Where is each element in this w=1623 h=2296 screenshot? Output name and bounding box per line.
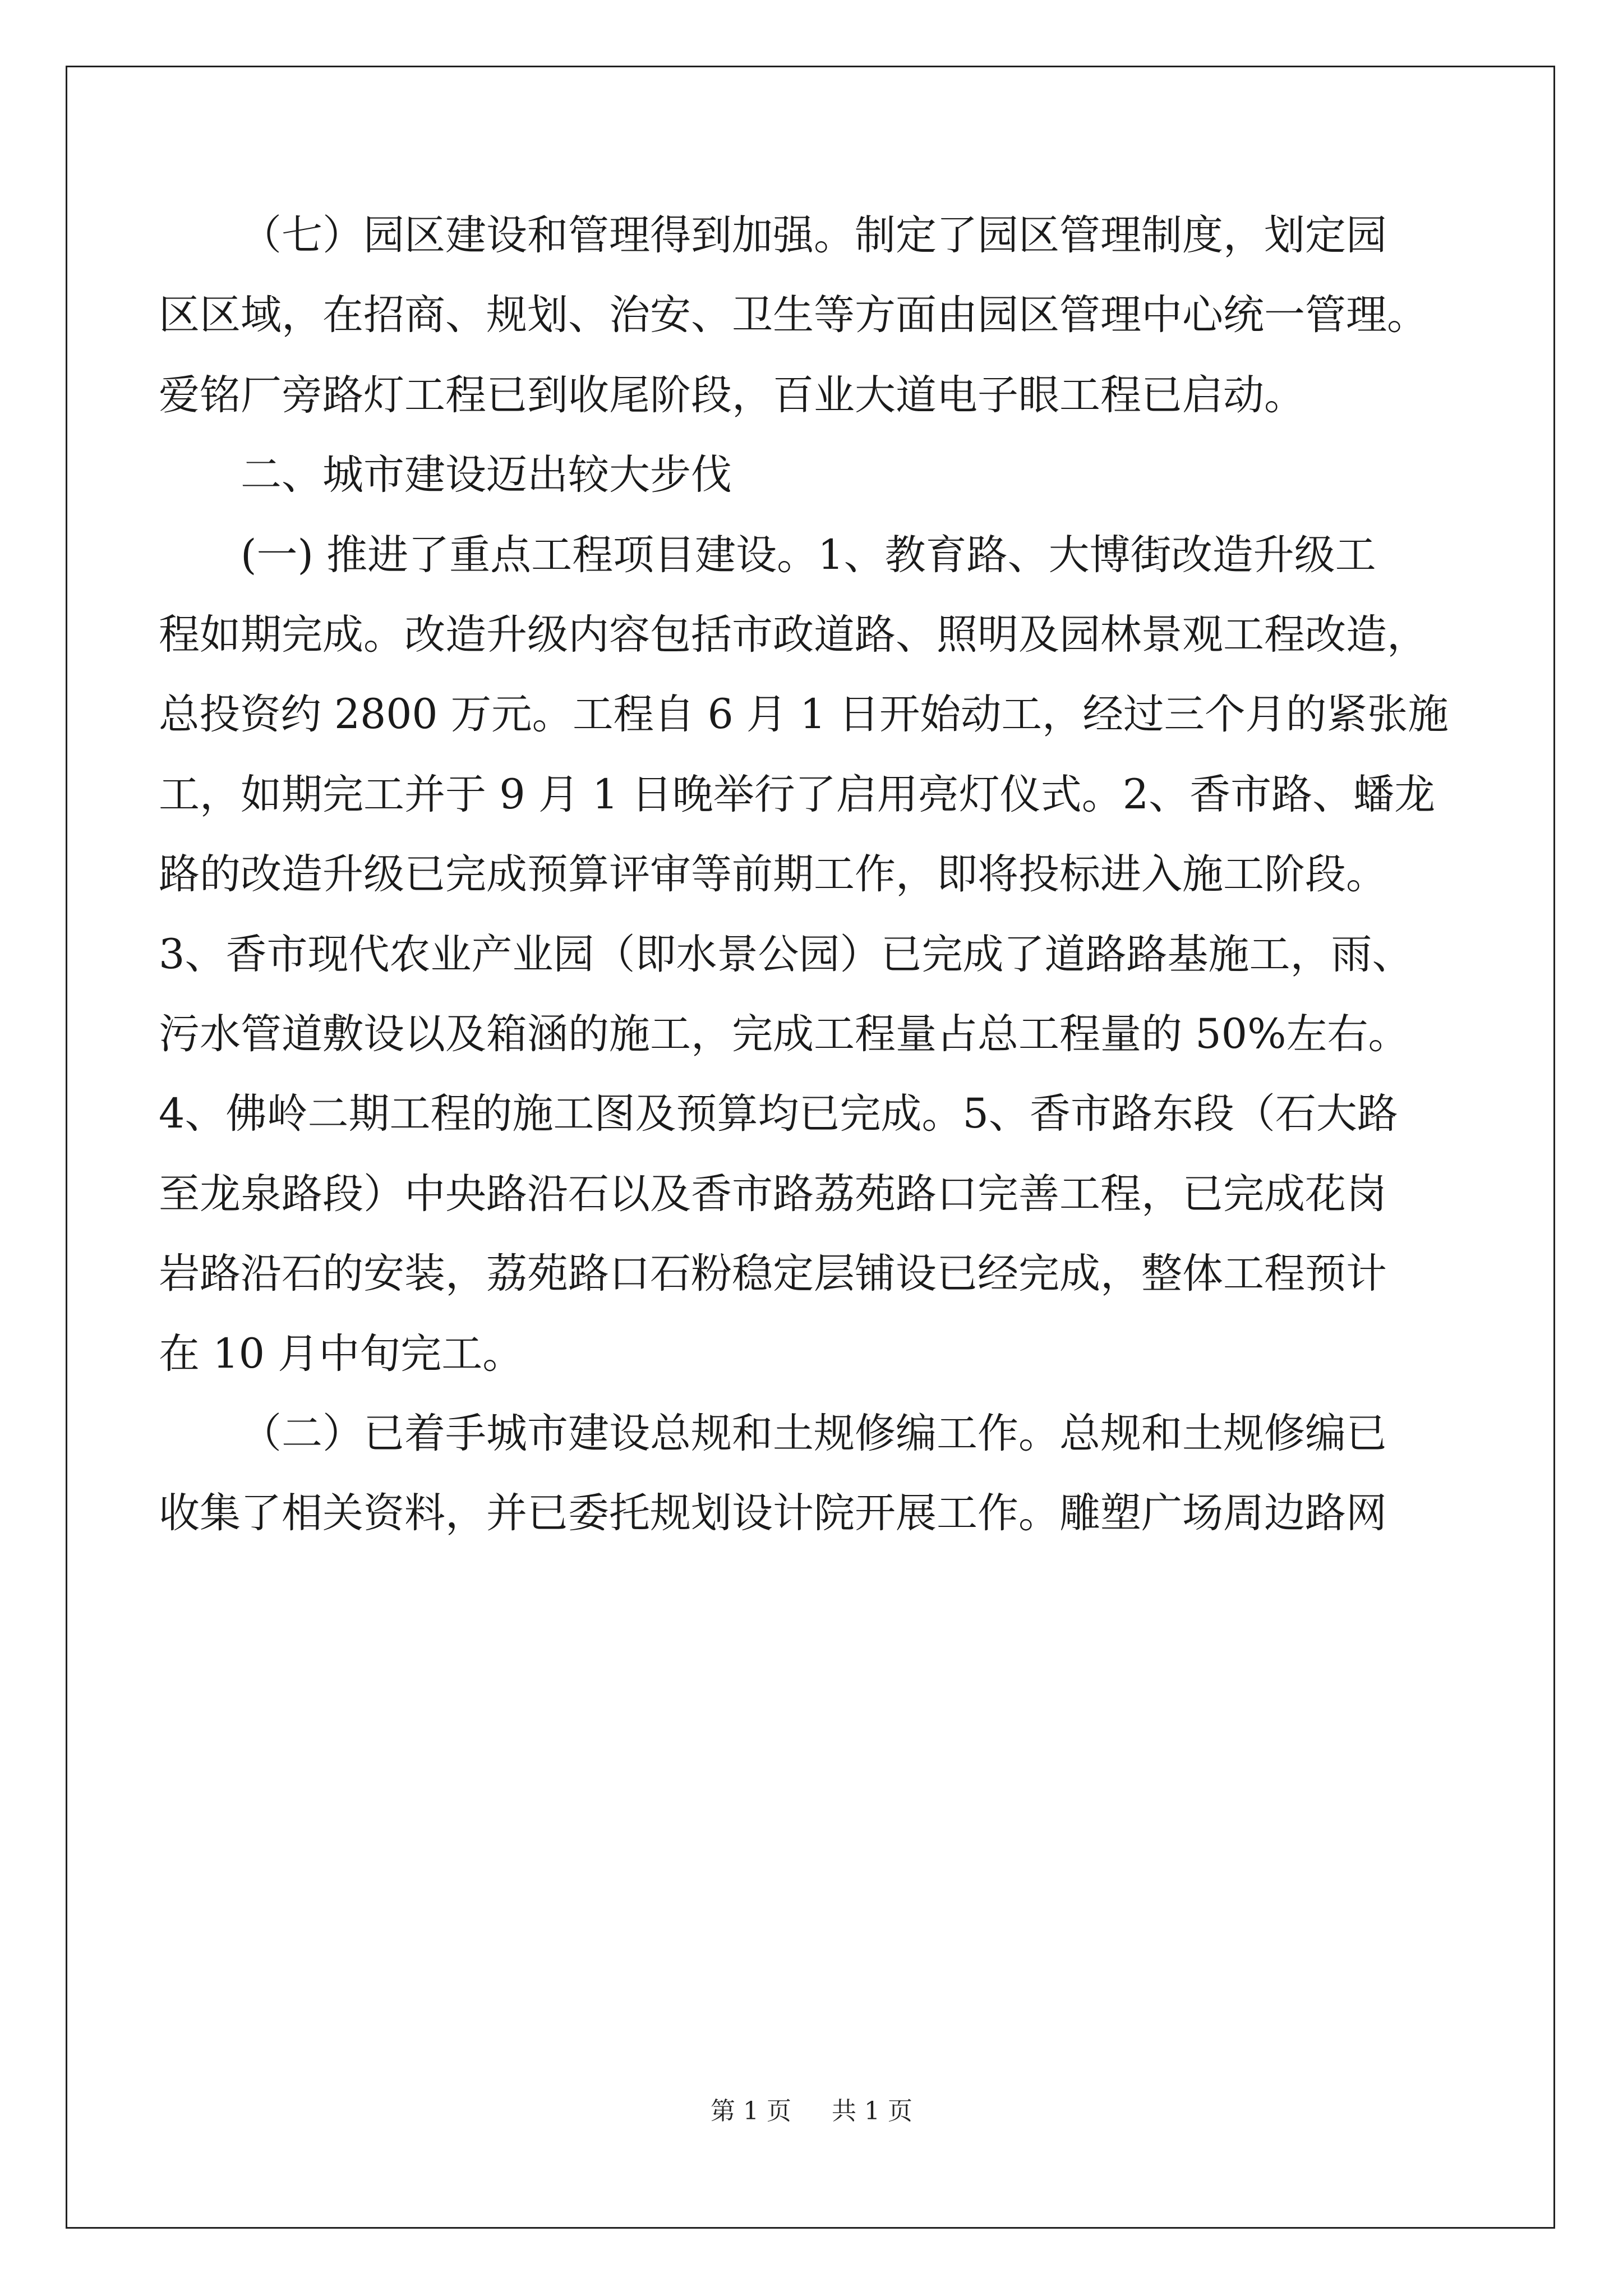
- text-line: 路的改造升级已完成预算评审等前期工作，即将投标进入施工阶段。: [159, 850, 1387, 899]
- text-line: （七）园区建设和管理得到加强。制定了园区管理制度，划定园: [241, 211, 1387, 259]
- page-total: 共 1 页: [832, 2097, 912, 2125]
- text-line: 4、佛岭二期工程的施工图及预算均已完成。5、香市路东段（石大路: [159, 1090, 1398, 1138]
- text-line: （二）已着手城市建设总规和土规修编工作。总规和土规修编已: [241, 1410, 1387, 1457]
- text-line: 至龙泉路段）中央路沿石以及香市路荔苑路口完善工程，已完成花岗: [159, 1170, 1387, 1218]
- text-line: 污水管道敷设以及箱涵的施工，完成工程量占总工程量的 50%左右。: [159, 1010, 1409, 1058]
- text-line: (一) 推进了重点工程项目建设。1、教育路、大博街改造升级工: [241, 531, 1376, 579]
- section-heading: 二、城市建设迈出较大步伐: [241, 451, 732, 499]
- text-line: 工，如期完工并于 9 月 1 日晚举行了启用亮灯仪式。2、香市路、蟠龙: [159, 770, 1436, 818]
- page-number: 第 1 页: [711, 2097, 791, 2125]
- text-line: 收集了相关资料，并已委托规划设计院开展工作。雕塑广场周边路网: [159, 1489, 1387, 1538]
- text-line: 程如期完成。改造升级内容包括市政道路、照明及园林景观工程改造，: [159, 611, 1428, 659]
- page-footer: [0, 2096, 1623, 2127]
- text-line: 3、香市现代农业产业园（即水景公园）已完成了道路路基施工，雨、: [159, 930, 1413, 978]
- text-line: 爱铭厂旁路灯工程已到收尾阶段，百业大道电子眼工程已启动。: [159, 371, 1305, 419]
- text-line: 区区域，在招商、规划、治安、卫生等方面由园区管理中心统一管理。: [159, 291, 1428, 339]
- text-line: 在 10 月中旬完工。: [159, 1329, 524, 1378]
- text-line: 岩路沿石的安装，荔苑路口石粉稳定层铺设已经完成，整体工程预计: [159, 1250, 1387, 1298]
- text-line: 总投资约 2800 万元。工程自 6 月 1 日开始动工，经过三个月的紧张施: [159, 691, 1449, 739]
